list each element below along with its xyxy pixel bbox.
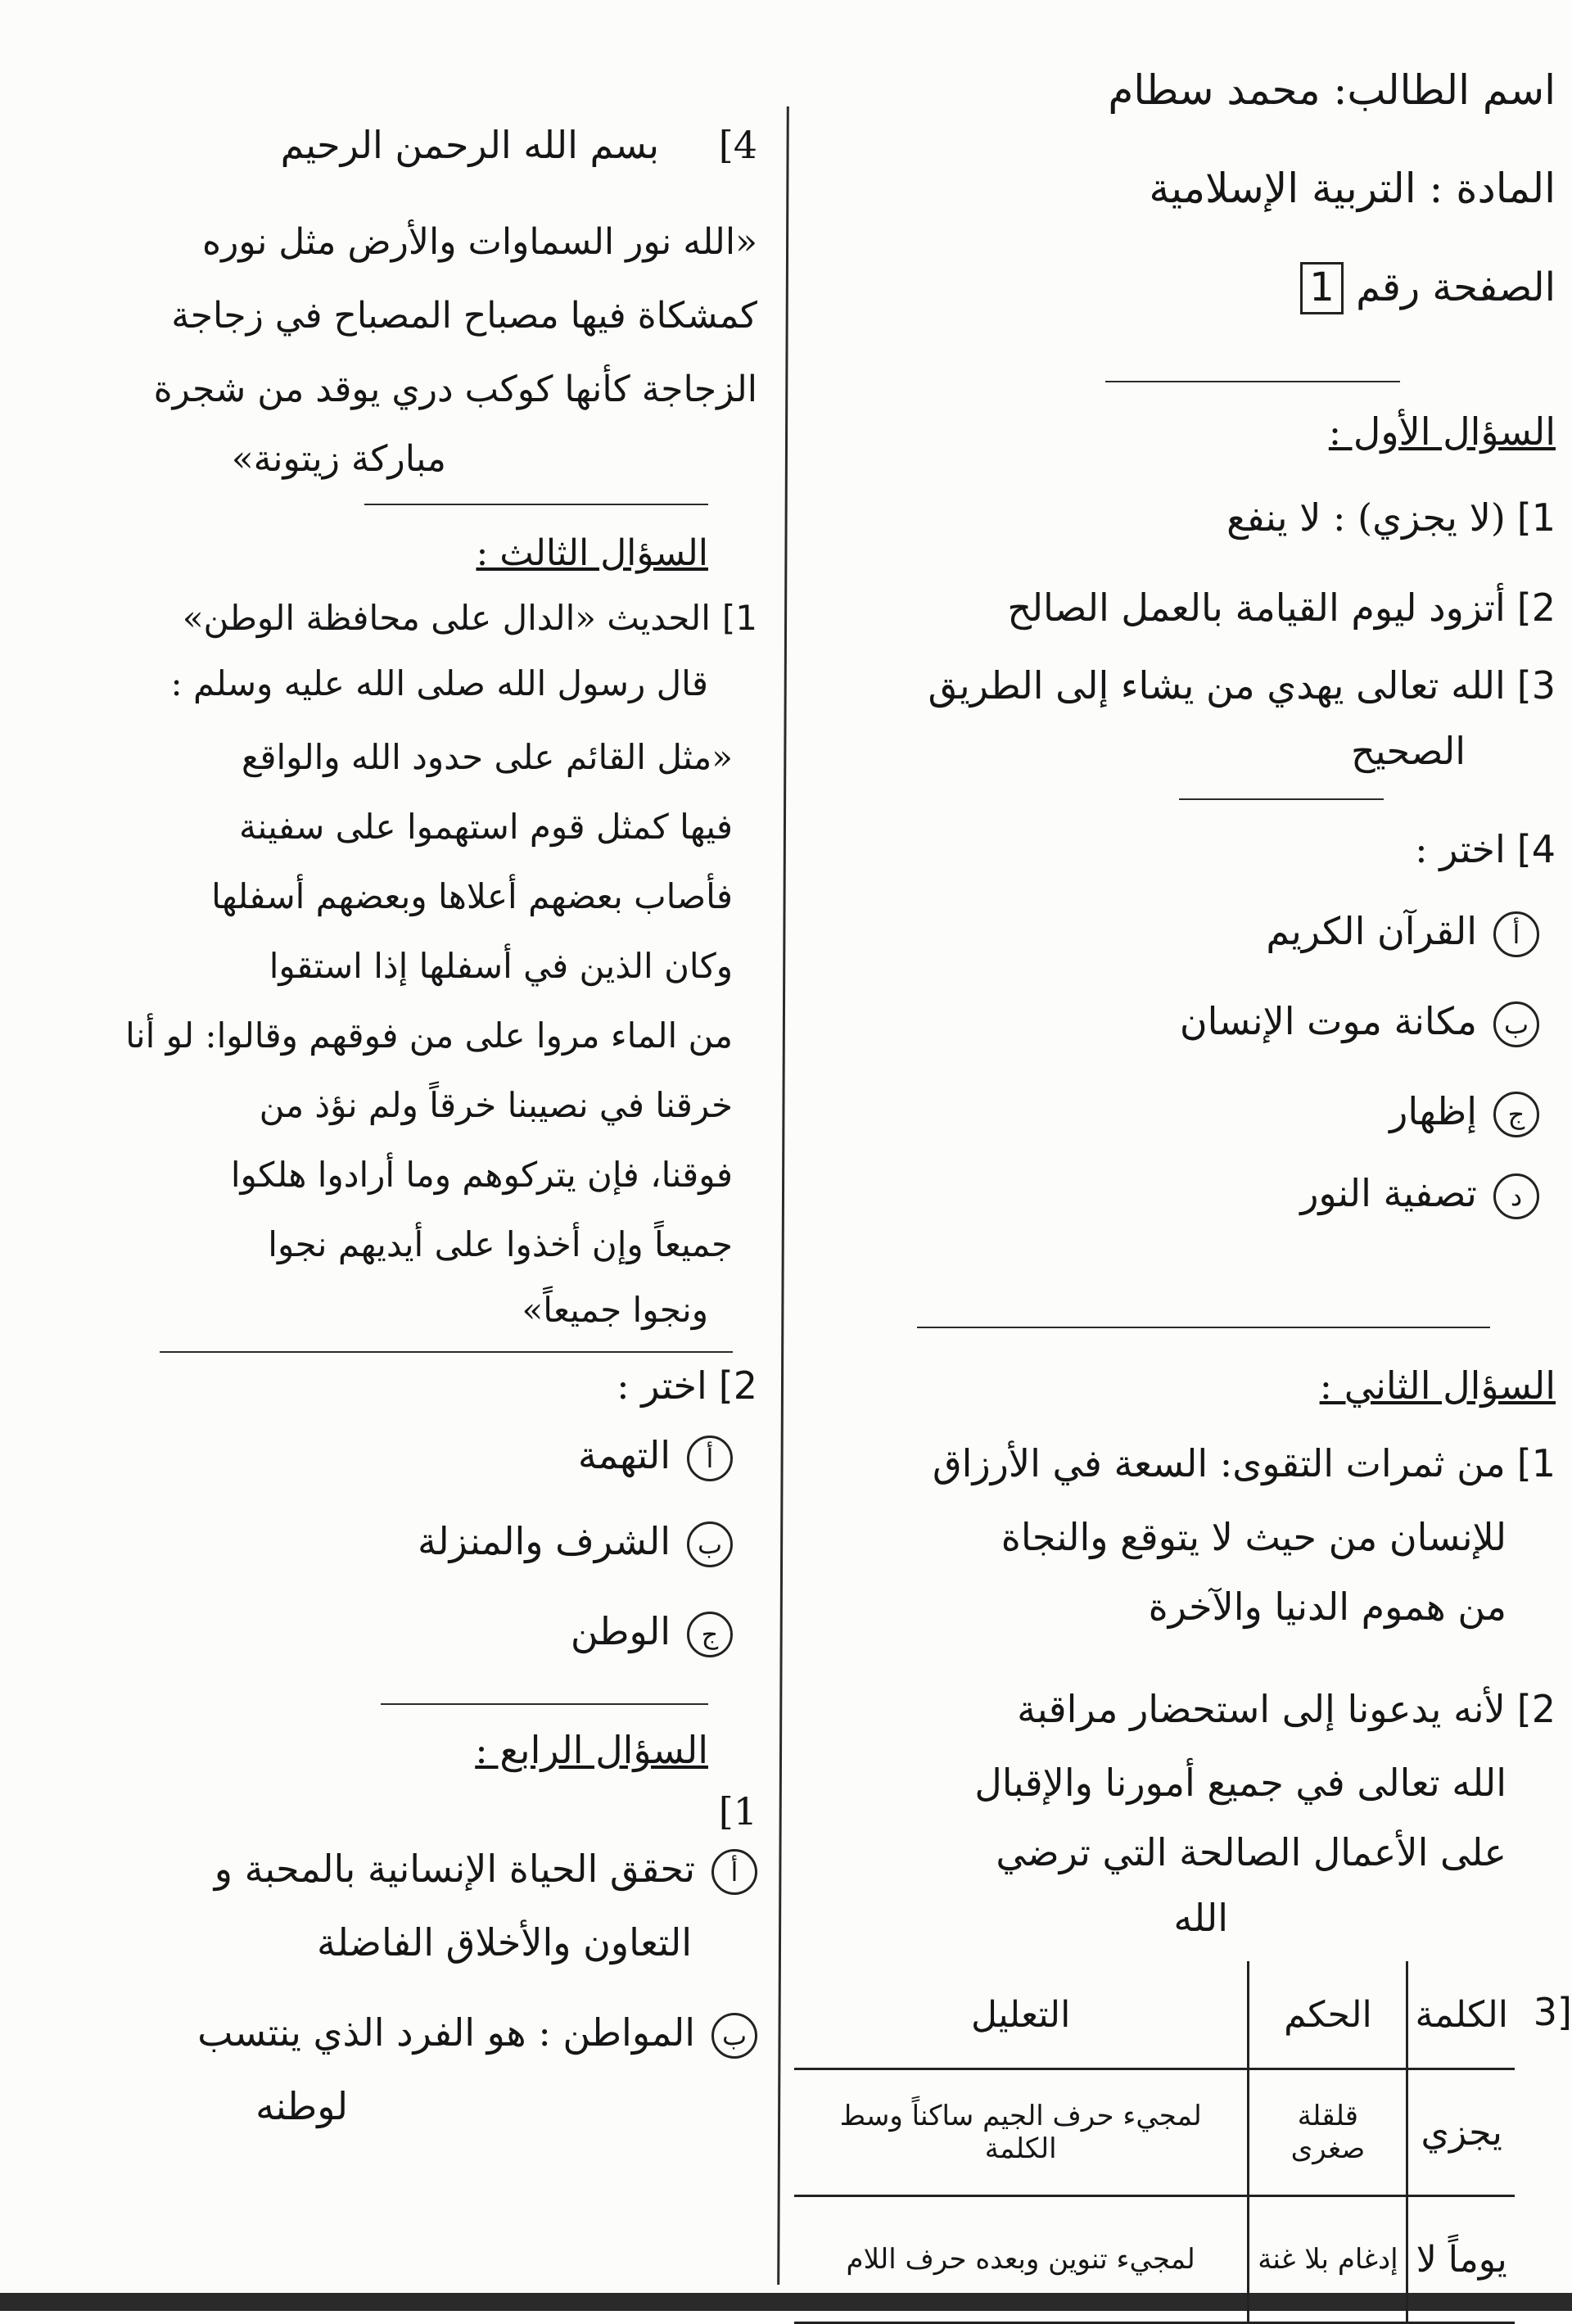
q1-choose-label: اختر : [1415, 827, 1506, 871]
page-number-line [1300, 262, 1556, 314]
q3-choose-label: اختر : [617, 1363, 707, 1408]
hadith-num: 1] [721, 598, 757, 638]
q1-item-1-num: 1] [1516, 495, 1556, 540]
tajweed-table [794, 1961, 1515, 2324]
hadith-intro-text: الحديث «الدال على محافظة الوطن» [182, 598, 711, 638]
row-2-word: يوماً لا [1407, 2196, 1515, 2323]
row-2-reason: لمجيء تنوين وبعده حرف اللام [794, 2196, 1249, 2323]
q3-choice-c-text: الوطن [570, 1609, 671, 1653]
q1-item-3-text: الله تعالى يهدي من يشاء إلى الطريق [928, 663, 1506, 708]
hadith-line-5: من الماء مروا على من فوقهم وقالوا: لو أنا [125, 1015, 733, 1056]
verse-line-1: «الله نور السماوات والأرض مثل نوره [202, 221, 757, 263]
q4-b-text-1: المواطن : هو الفرد الذي ينتسب [197, 2010, 695, 2055]
q4-a-text-1: تحقق الحياة الإنسانية بالمحبة و [214, 1847, 695, 1891]
choice-letter-b: ب [687, 1521, 733, 1567]
row-1-reason: لمجيء حرف الجيم ساكناً وسط الكلمة [794, 2069, 1249, 2196]
q1-choice-d-text: تصفية النور [1300, 1171, 1477, 1215]
q1-item-2-text: أتزود ليوم القيامة بالعمل الصالح [1007, 586, 1506, 630]
q1-item-1-text: (لا يجزي) : لا ينفع [1226, 495, 1506, 540]
student-name-line: اسم الطالب: محمد سطام [1108, 66, 1556, 114]
q3-choose-num: 2] [718, 1363, 757, 1408]
row-2-rule: إدغام بلا غنة [1249, 2196, 1407, 2323]
subject-line: المادة : التربية الإسلامية [1149, 165, 1556, 212]
header-reason: التعليل [794, 1961, 1249, 2069]
q1-choice-b [1180, 999, 1539, 1047]
q1-choice-c [1389, 1089, 1539, 1137]
q3-choose [617, 1363, 757, 1408]
separator-line [381, 1703, 708, 1705]
q3-title: السؤال الثالث : [476, 532, 708, 574]
q1-choice-a [1266, 909, 1539, 957]
verse-line-4: مباركة زيتونة» [231, 438, 446, 480]
row-1-word: يجزي [1407, 2069, 1515, 2196]
verse-line-3: الزجاجة كأنها كوكب دري يوقد من شجرة [153, 368, 757, 410]
answer-letter-a: أ [711, 1849, 757, 1895]
q1-choice-a-text: القرآن الكريم [1266, 909, 1477, 953]
q4-item-num: 1] [718, 1789, 757, 1833]
q2-item-1-line-2: للإنسان من حيث لا يتوقع والنجاة [1001, 1515, 1506, 1559]
hadith-line-6: خرقنا في نصيبنا خرقاً ولم نؤذ من [259, 1085, 733, 1125]
q2-item-2-text-1: لأنه يدعونا إلى استحضار مراقبة [1017, 1687, 1506, 1731]
choice-letter-a: أ [687, 1436, 733, 1481]
q2-item-1-line-3: من هموم الدنيا والآخرة [1148, 1585, 1506, 1629]
page-number-box: 1 [1300, 262, 1344, 314]
q3-choice-a [578, 1433, 733, 1481]
q3-choice-c [571, 1609, 733, 1657]
basmala: بسم الله الرحمن الرحيم [280, 123, 659, 167]
q2-table-num: 3] [1533, 1990, 1572, 2034]
hadith-narration: قال رسول الله صلى الله عليه وسلم : [170, 663, 708, 703]
row-1-rule: قلقلة صغرى [1249, 2069, 1407, 2196]
hadith-line-8: جميعاً وإن أخذوا على أيديهم نجوا [268, 1224, 733, 1264]
table-row [794, 2196, 1515, 2323]
choice-letter-b: ب [1493, 1001, 1539, 1047]
table-header-row [794, 1961, 1515, 2069]
separator-line [364, 504, 708, 505]
q1-item-3-num: 3] [1516, 663, 1556, 708]
answer-letter-b: ب [711, 2013, 757, 2059]
q1-item-3 [928, 663, 1556, 708]
separator-line [160, 1351, 733, 1353]
q1-choice-d [1300, 1171, 1539, 1219]
q2-item-2-line-4: الله [1173, 1896, 1228, 1940]
q4-title: السؤال الرابع : [475, 1728, 708, 1772]
header-word: الكلمة [1407, 1961, 1515, 2069]
q2-item-2-line-3: على الأعمال الصالحة التي ترضي [996, 1830, 1506, 1874]
choice-letter-d: د [1493, 1173, 1539, 1219]
page-label: الصفحة رقم [1356, 265, 1556, 310]
q4-b-line-1 [197, 2010, 757, 2059]
hadith-line-4: وكان الذين في أسفلها إذا استقوا [269, 946, 733, 986]
hadith-line-1: «مثل القائم على حدود الله والواقع [242, 737, 733, 777]
q4-a-line-2: التعاون والأخلاق الفاضلة [317, 1920, 692, 1965]
q1-item-1 [1226, 495, 1556, 540]
q1-choose [1415, 827, 1556, 872]
q3-choice-b-text: الشرف والمنزلة [417, 1519, 671, 1563]
hadith-line-7: فوقنا، فإن يتركوهم وما أرادوا هلكوا [230, 1155, 733, 1195]
q1-item-3-cont: الصحيح [1351, 729, 1466, 773]
table-row [794, 2069, 1515, 2196]
choice-letter-c: ج [687, 1612, 733, 1657]
q2-item-2-line-2: الله تعالى في جميع أمورنا والإقبال [974, 1761, 1506, 1805]
q2-title: السؤال الثاني : [1319, 1363, 1556, 1408]
choice-letter-a: أ [1493, 911, 1539, 957]
q3-choice-a-text: التهمة [577, 1433, 671, 1477]
q4-continued-num: 4] [718, 123, 757, 167]
verse-line-2: كمشكاة فيها مصباح المصباح في زجاجة [171, 295, 757, 337]
hadith-line-3: فأصاب بعضهم أعلاها وبعضهم أسفلها [211, 876, 733, 916]
separator-line [1105, 381, 1400, 382]
q1-choice-b-text: مكانة موت الإنسان [1179, 999, 1477, 1043]
choice-letter-c: ج [1493, 1092, 1539, 1137]
hadith-intro [183, 598, 757, 639]
header-rule: الحكم [1249, 1961, 1407, 2069]
hadith-line-9: ونجوا جميعاً» [522, 1290, 708, 1330]
separator-line [917, 1327, 1490, 1328]
q1-title: السؤال الأول : [1328, 409, 1556, 454]
q1-item-2-num: 2] [1516, 586, 1556, 630]
separator-line [1179, 798, 1384, 800]
q4-a-line-1 [215, 1847, 757, 1895]
q1-item-2 [1007, 586, 1556, 631]
q2-item-1-text-1: من ثمرات التقوى: السعة في الأرزاق [932, 1441, 1506, 1485]
q1-choice-c-text: إظهار [1389, 1089, 1477, 1133]
q3-choice-b [418, 1519, 733, 1567]
q1-choose-num: 4] [1516, 827, 1556, 871]
q2-item-2-line-1 [1017, 1687, 1556, 1732]
q2-item-1-num: 1] [1516, 1441, 1556, 1485]
q4-b-line-2: لوطنه [255, 2084, 348, 2128]
hadith-line-2: فيها كمثل قوم استهموا على سفينة [238, 807, 733, 847]
q2-item-1-line-1 [933, 1441, 1556, 1486]
q2-item-2-num: 2] [1516, 1687, 1556, 1731]
